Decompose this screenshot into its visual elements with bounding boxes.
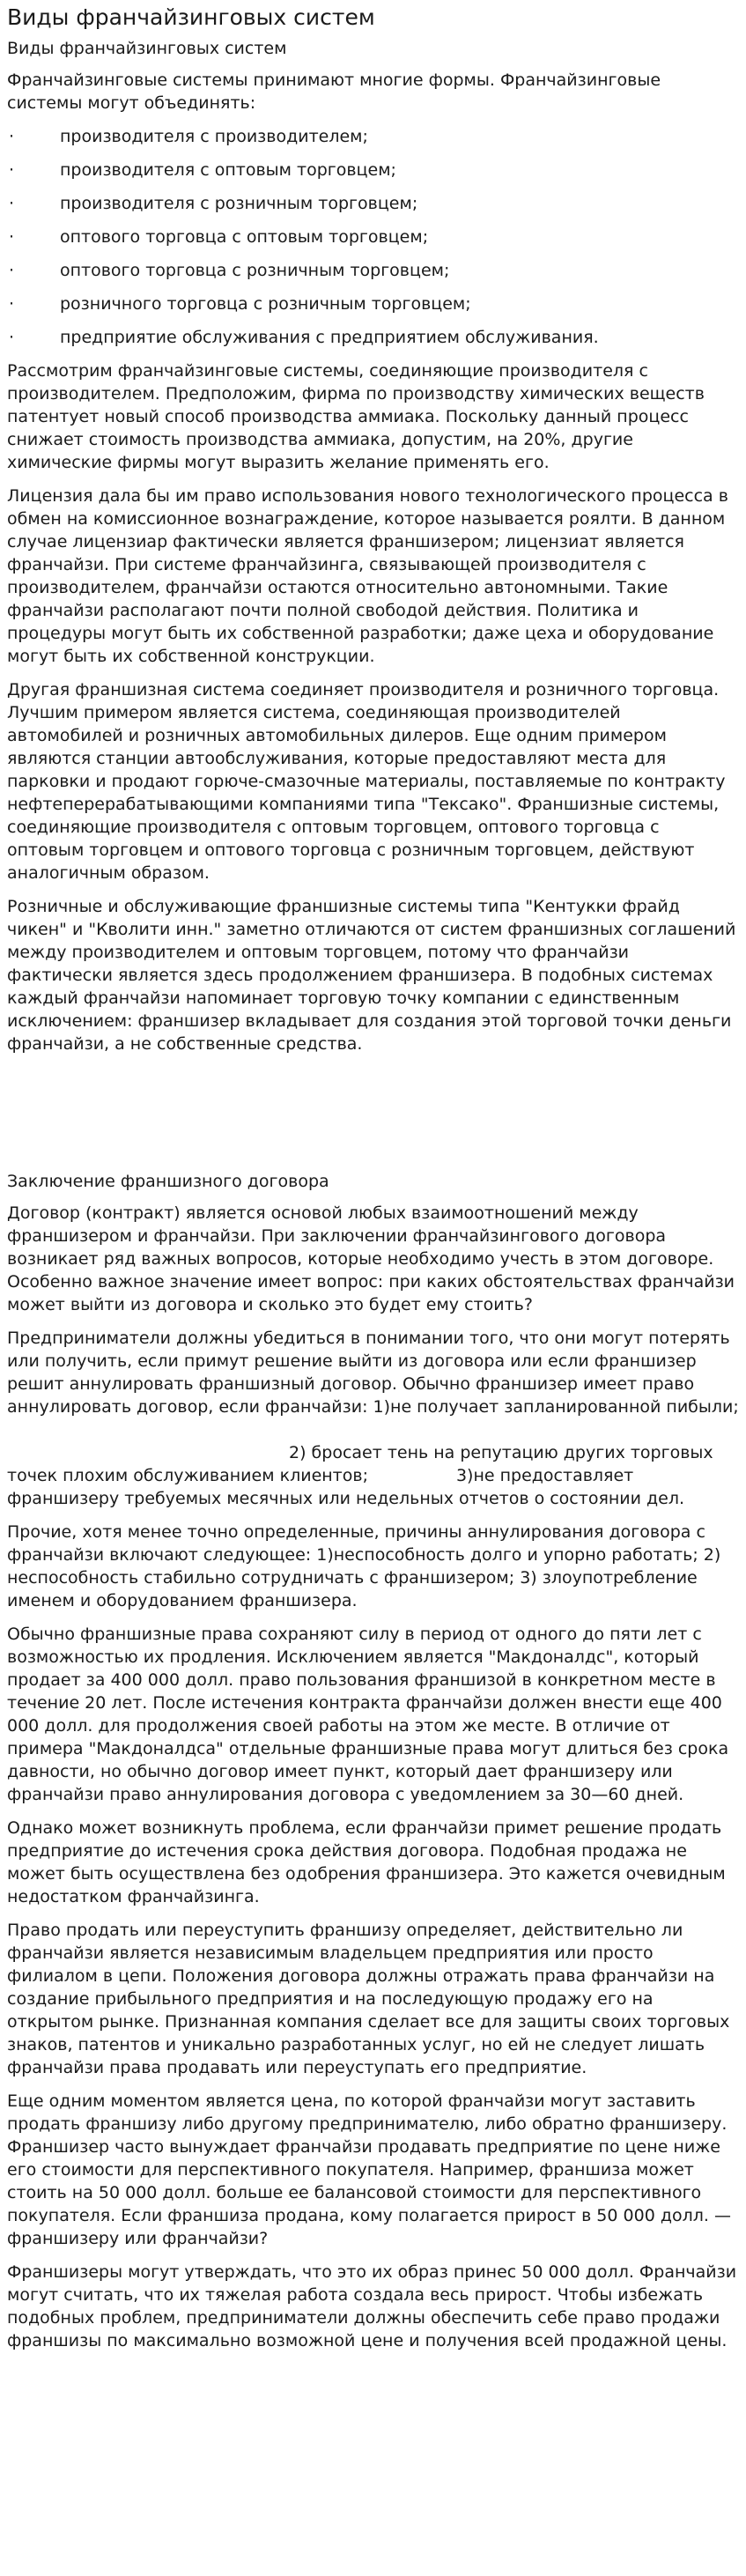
paragraph-fragment: 3)не предоставляет франшизеру требуемых месячных или недельных отчетов о состоянии дел. [7,1466,685,1508]
bullet-icon: · [9,227,15,247]
bullet-icon: · [9,127,15,146]
list-item-text: оптового торговца с оптовым торговцем; [60,227,429,247]
bullet-icon: · [9,328,15,347]
list-item-text: предприятие обслуживания с предприятием обслуживания. [60,328,599,347]
body-paragraph: Рассмотрим франчайзинговые системы, соединяющие производителя с производителем. Предположим, фирма по производству химических веществ патентует новый способ производства аммиака. Поскольку данный процесс снижает стоимость производства аммиака, допустим, на 20%, другие химические фирмы могут выразить желание применять его. [7,361,705,472]
paragraphs-part2 [7,1521,739,2352]
body-paragraph: Право продать или переуступить франшизу определяет, действительно ли франчайзи является независимым владельцем предприятия или просто филиалом в цепи. Положения договора должны отражать права франчайзи на создание прибыльного предприятия и на последующую продажу его на открытом рынке. Признанная компания сделает все для защиты своих торговых знаков, патентов и уникально разработанных услуг, но ей не следует лишать франчайзи права продавать или переуступать его предприятие. [7,1921,730,2077]
body-paragraph: Еще одним моментом является цена, по которой франчайзи могут заставить продать франшизу либо другому предпринимателю, либо обратно франшизеру. Франшизер часто вынуждает франчайзи продавать предприятие по цене ниже его стоимости для перспективного покупателя. Например, франшиза может стоить на 50 000 долл. больше ее балансовой стоимости для перспективного покупателя. Если франшиза продана, кому полагается прирост в 50 000 долл. — франшизеру или франчайзи? [7,2091,731,2248]
paragraphs-part1 [7,359,739,1055]
list-item [7,326,739,349]
list-item-text: розничного торговца с розничным торговцем; [60,294,471,314]
list-item [7,259,739,282]
section-title: Заключение франшизного договора [7,1172,329,1191]
body-paragraph: Прочие, хотя менее точно определенные, причины аннулирования договора с франчайзи включают следующее: 1)неспособность долго и упорно работать; 2) неспособность стабильно сотрудничать с франшизером; 3) злоупотребление именем и оборудованием франшизера. [7,1522,721,1610]
body-paragraph: Обычно франшизные права сохраняют силу в период от одного до пяти лет с возможностью их продления. Исключением является "Макдоналдс", который продает за 400 000 долл. право пользования франшизой в конкретном месте в течение 20 лет. После истечения контракта франчайзи должен внести еще 400 000 долл. для продолжения своей работы на этом же месте. В отличие от примера "Макдоналдса" отдельные франшизные права могут длиться без срока давности, но обычно договор имеет пункт, который дает франшизеру или франчайзи право аннулирования договора с уведомлением за 30—60 дней. [7,1625,729,1804]
page-title: Виды франчайзинговых систем [7,4,375,30]
bullet-icon: · [9,294,15,314]
page-subtitle: Виды франчайзинговых систем [7,39,287,58]
body-paragraph: Лицензия дала бы им право использования нового технологического процесса в обмен на комиссионное вознаграждение, которое называется роялти. В данном случае лицензиар фактически является франшизером; лицензиат является франчайзи. При системе франчайзинга, связывающей производителя с производителем, франчайзи остаются относительно автономными. Такие франчайзи располагают почти полной свободой действия. Политика и процедуры могут быть их собственной разработки; даже цеха и оборудование могут быть их собственной конструкции. [7,486,728,666]
section-paragraph: Договор (контракт) является основой любых взаимоотношений между франшизером и франчайзи. При заключении франчайзингового договора возникает ряд важных вопросов, которые необходимо учесть в этом договоре. Особенно важное значение имеет вопрос: при каких обстоятельствах франчайзи может выйти из договора и сколько это будет ему стоить? [7,1203,735,1314]
list-item [7,292,739,315]
list-item [7,159,739,181]
body-paragraph: Другая франшизная система соединяет производителя и розничного торговца. Лучшим примером является система, соединяющая производителей автомобилей и розничных автомобильных дилеров. Еще одним примером являются станции автообслуживания, которые предоставляют места для парковки и продают горюче-смазочные материалы, поставляемые по контракту нефтеперерабатывающими компаниями типа "Тексако". Франшизные системы, соединяющие производителя с оптовым торговцем, оптового торговца с оптовым торговцем и оптового торговца с розничным торговцем, действуют аналогичным образом. [7,680,726,883]
paragraph-fragment: 2) бросает тень на репутацию других торговых точек плохим обслуживанием клиентов; [7,1443,713,1485]
bullet-icon: · [9,194,15,213]
body-paragraph: Розничные и обслуживающие франшизные системы типа "Кентукки фрайд чикен" и "Кволити инн." заметно отличаются от систем франшизных соглашений между производителем и оптовым торговцем, потому что франчайзи фактически является здесь продолжением франшизера. В подобных системах каждый франчайзи напоминает торговую точку компании с единственным исключением: франшизер вкладывает для создания этой торговой точки деньги франчайзи, а не собственные средства. [7,897,736,1054]
body-paragraph: Франшизеры могут утверждать, что это их образ принес 50 000 долл. Франчайзи могут считать, что их тяжелая работа создала весь прирост. Чтобы избежать подобных проблем, предприниматели должны обеспечить себе право продажи франшизы по максимально возможной цене и получения всей продажной цены. [7,2262,737,2350]
blank-gap [7,1066,739,1170]
list-item [7,192,739,215]
section-paragraph-multi [7,1327,739,1510]
body-paragraph: Однако может возникнуть проблема, если франчайзи примет решение продать предприятие до истечения срока действия договора. Подобная продажа не может быть осуществлена без одобрения франшизера. Это кажется очевидным недостатком франчайзинга. [7,1818,726,1906]
list-item [7,226,739,248]
franchise-types-list [7,125,739,349]
list-item-text: производителя с оптовым торговцем; [60,160,396,180]
bullet-icon: · [9,261,15,280]
list-item [7,125,739,148]
intro-paragraph: Франчайзинговые системы принимают многие формы. Франчайзинговые системы могут объединять: [7,70,661,113]
bullet-icon: · [9,160,15,180]
list-item-text: производителя с розничным торговцем; [60,194,418,213]
paragraph-fragment: Предприниматели должны убедиться в понимании того, что они могут потерять или получить, если примут решение выйти из договора или если франшизер решит аннулировать франшизный договор. Обычно франшизер имеет право аннулировать договор, если франчайзи: 1)не получает запланированной пибыли; [7,1329,739,1417]
list-item-text: оптового торговца с розничным торговцем; [60,261,450,280]
list-item-text: производителя с производителем; [60,127,368,146]
